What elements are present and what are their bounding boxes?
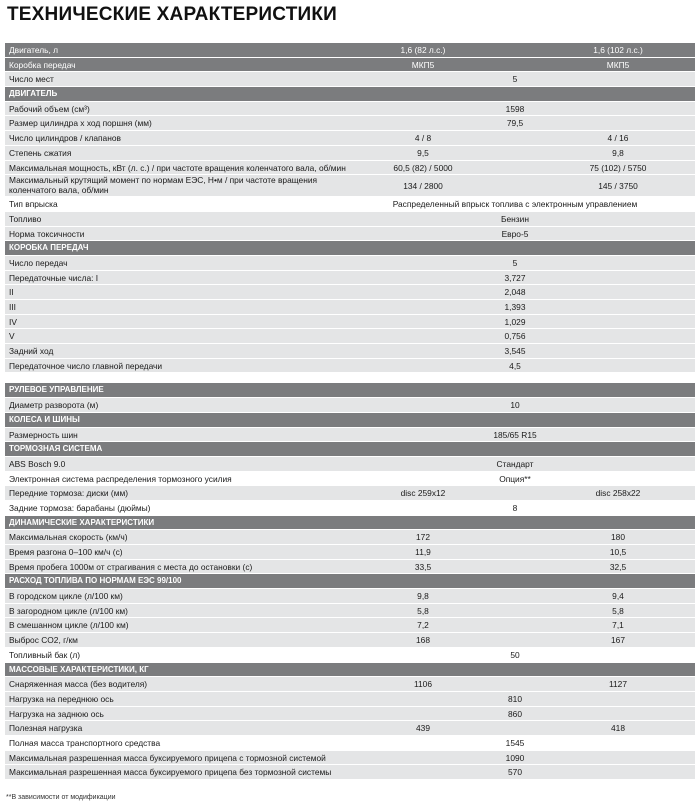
row-value-shared: 3,545 [504, 346, 526, 357]
table-row [5, 197, 695, 212]
row-value-102hp: 5,8 [612, 605, 624, 616]
row-value-shared: 10 [510, 400, 520, 411]
table-row [5, 707, 695, 722]
row-label: III [9, 302, 16, 312]
row-label: ДВИГАТЕЛЬ [9, 89, 58, 99]
row-label: В городском цикле (л/100 км) [9, 591, 123, 602]
row-value-82hp: 5,8 [417, 605, 429, 616]
row-value-82hp: 168 [416, 635, 430, 646]
row-label: II [9, 287, 14, 298]
row-value-shared: Бензин [501, 213, 529, 224]
column-header-row [5, 58, 695, 73]
table-row [5, 285, 695, 300]
spec-table [5, 43, 695, 780]
section-header-row [5, 241, 695, 256]
row-label: Передаточные числа: I [9, 272, 99, 283]
table-row [5, 315, 695, 330]
spacer-row [5, 373, 695, 383]
row-value-shared: 1090 [505, 752, 525, 763]
row-value-shared: 50 [510, 649, 520, 660]
table-row [5, 72, 695, 87]
table-row [5, 736, 695, 751]
table-row [5, 618, 695, 633]
row-label: Передаточное число главной передачи [9, 360, 163, 371]
row-value-shared: 8 [512, 502, 518, 513]
row-label: Нагрузка на заднюю ось [9, 708, 104, 719]
row-value-102hp: 418 [611, 723, 625, 734]
table-row [5, 501, 695, 516]
table-row [5, 633, 695, 648]
row-value-102hp: 32,5 [609, 561, 627, 572]
table-row [5, 146, 695, 161]
row-label: Полная масса транспортного средства [9, 737, 161, 748]
row-value-82hp: 439 [416, 723, 430, 734]
row-label: Топливный бак (л) [9, 649, 81, 660]
row-value-shared: 3,727 [504, 272, 526, 283]
row-value-82hp: 1106 [413, 679, 432, 690]
row-value-102hp: disc 258x22 [595, 488, 641, 499]
row-label: Выброс CO2, г/км [9, 635, 78, 646]
row-value-82hp: 11,9 [415, 547, 431, 557]
row-value-shared: 0,756 [504, 331, 526, 342]
table-row [5, 530, 695, 545]
table-row [5, 300, 695, 315]
section-header-row [5, 516, 695, 531]
table-row [5, 131, 695, 146]
table-row [5, 692, 695, 707]
row-value-102hp: 167 [611, 635, 625, 646]
row-label: Коробка передач [9, 59, 76, 70]
row-value-shared: Опция** [499, 473, 531, 484]
table-row [5, 116, 695, 131]
row-value-82hp: disc 259x12 [400, 488, 446, 499]
row-label: Тип впрыска [9, 199, 58, 210]
table-row [5, 486, 695, 501]
table-row [5, 545, 695, 560]
row-value-shared: 1598 [505, 103, 525, 114]
row-value-shared: 5 [512, 74, 518, 85]
section-header-row [5, 574, 695, 589]
table-row [5, 751, 695, 766]
row-label: Время разгона 0–100 км/ч (с) [9, 547, 123, 557]
row-label: МАССОВЫЕ ХАРАКТЕРИСТИКИ, КГ [9, 664, 149, 674]
row-value-102hp: 9,8 [612, 147, 624, 158]
table-row [5, 271, 695, 286]
row-value-shared: 1,029 [504, 316, 526, 327]
row-label: Степень сжатия [9, 147, 72, 158]
table-row [5, 227, 695, 242]
row-label: РУЛЕВОЕ УПРАВЛЕНИЕ [9, 385, 104, 395]
row-label: КОЛЕСА И ШИНЫ [9, 414, 80, 424]
row-label: Число цилиндров / клапанов [9, 133, 121, 144]
row-label: Максимальная мощность, кВт (л. с.) / при частоте вращения коленчатого вала, об/мин [9, 162, 346, 173]
table-row [5, 102, 695, 117]
row-label: Норма токсичности [9, 228, 85, 239]
row-label: В загородном цикле (л/100 км) [9, 605, 128, 616]
row-value-82hp: МКП5 [411, 59, 435, 70]
table-row [5, 589, 695, 604]
row-label: Число передач [9, 257, 68, 268]
table-row [5, 721, 695, 736]
row-value-102hp: 4 / 16 [607, 133, 629, 144]
section-header-row [5, 663, 695, 678]
table-row [5, 604, 695, 619]
row-value-shared: 810 [508, 693, 522, 704]
row-value-102hp: 1,6 (102 л.с.) [593, 45, 643, 55]
row-value-shared: 860 [508, 708, 522, 719]
row-value-shared: 1545 [505, 737, 525, 748]
row-label: ABS Bosch 9.0 [9, 458, 66, 469]
table-row [5, 560, 695, 575]
row-label: ДИНАМИЧЕСКИЕ ХАРАКТЕРИСТИКИ [9, 517, 155, 527]
table-row [5, 648, 695, 663]
row-value-82hp: 4 / 8 [414, 133, 432, 144]
table-row [5, 175, 695, 197]
table-row [5, 256, 695, 271]
table-row [5, 161, 695, 176]
row-label: Задний ход [9, 346, 54, 357]
row-label: РАСХОД ТОПЛИВА ПО НОРМАМ ЕЭС 99/100 [9, 576, 182, 586]
row-label: Двигатель, л [9, 45, 59, 55]
section-header-row [5, 413, 695, 428]
row-value-82hp: 7,2 [417, 620, 429, 631]
row-label: Электронная система распределения тормозного усилия [9, 473, 232, 484]
row-value-102hp: 1127 [608, 679, 627, 690]
row-value-102hp: 75 (102) / 5750 [589, 162, 647, 173]
row-label: Снаряженная масса (без водителя) [9, 679, 148, 690]
row-value-shared: 5 [512, 257, 518, 268]
row-value-shared: 1,393 [504, 302, 526, 312]
row-value-shared: 2,048 [504, 287, 526, 298]
table-row [5, 677, 695, 692]
row-label: ТОРМОЗНАЯ СИСТЕМА [9, 444, 103, 454]
row-value-shared: 79,5 [506, 118, 524, 129]
row-value-82hp: 134 / 2800 [403, 181, 443, 192]
table-row [5, 765, 695, 780]
row-label: Размер цилиндра х ход поршня (мм) [9, 118, 152, 129]
row-value-102hp: 180 [611, 532, 625, 543]
footnote: **В зависимости от модификации [6, 794, 116, 801]
table-row [5, 329, 695, 344]
table-row [5, 359, 695, 374]
table-row [5, 428, 695, 443]
row-label: Размерность шин [9, 429, 78, 440]
row-label: В смешанном цикле (л/100 км) [9, 620, 129, 631]
row-value-102hp: 145 / 3750 [598, 181, 638, 192]
row-value-shared: Распределенный впрыск топлива с электронным управлением [392, 199, 638, 210]
row-label: Рабочий объем (см³) [9, 103, 90, 114]
row-label: IV [9, 316, 17, 327]
row-label: V [9, 331, 15, 342]
column-header-row [5, 43, 695, 58]
row-value-82hp: 172 [416, 532, 430, 543]
row-value-82hp: 9,8 [417, 591, 429, 602]
row-value-102hp: 10,5 [609, 547, 627, 557]
row-label: Максимальная разрешенная масса буксируемого прицепа с тормозной системой [9, 752, 326, 763]
page-title: ТЕХНИЧЕСКИЕ ХАРАКТЕРИСТИКИ [7, 4, 338, 25]
row-label: Диаметр разворота (м) [9, 400, 99, 411]
table-row [5, 398, 695, 413]
row-label: КОРОБКА ПЕРЕДАЧ [9, 243, 89, 253]
table-row [5, 457, 695, 472]
row-value-102hp: 9,4 [612, 591, 624, 602]
row-label: Полезная нагрузка [9, 723, 83, 734]
row-value-shared: Евро-5 [501, 228, 529, 239]
row-label: Максимальная скорость (км/ч) [9, 532, 128, 543]
row-label: Передние тормоза: диски (мм) [9, 488, 129, 499]
table-row [5, 344, 695, 359]
row-label: Время пробега 1000м от страгивания с места до остановки (с) [9, 561, 253, 572]
row-value-shared: 4,5 [509, 360, 521, 371]
section-header-row [5, 383, 695, 398]
section-header-row [5, 87, 695, 102]
section-header-row [5, 442, 695, 457]
row-label: Максимальный крутящий момент по нормам ЕЭС, Н•м / при частоте вращения коленчатого вала, об/мин [9, 176, 318, 195]
table-row [5, 472, 695, 487]
row-value-82hp: 9,5 [417, 147, 429, 158]
row-label: Нагрузка на переднюю ось [9, 693, 114, 704]
table-row [5, 212, 695, 227]
row-value-82hp: 60,5 (82) / 5000 [393, 162, 453, 173]
row-value-102hp: МКП5 [606, 59, 630, 70]
row-label: Максимальная разрешенная масса буксируемого прицепа без тормозной системы [9, 767, 332, 778]
row-value-82hp: 1,6 (82 л.с.) [400, 45, 446, 55]
row-label: Топливо [9, 213, 42, 224]
row-value-102hp: 7,1 [612, 620, 624, 631]
row-value-82hp: 33,5 [414, 561, 432, 572]
row-label: Число мест [9, 74, 54, 85]
row-label: Задние тормоза: барабаны (дюймы) [9, 502, 151, 513]
row-value-shared: 570 [508, 767, 522, 778]
row-value-shared: Стандарт [496, 458, 534, 469]
row-value-shared: 185/65 R15 [493, 429, 537, 440]
